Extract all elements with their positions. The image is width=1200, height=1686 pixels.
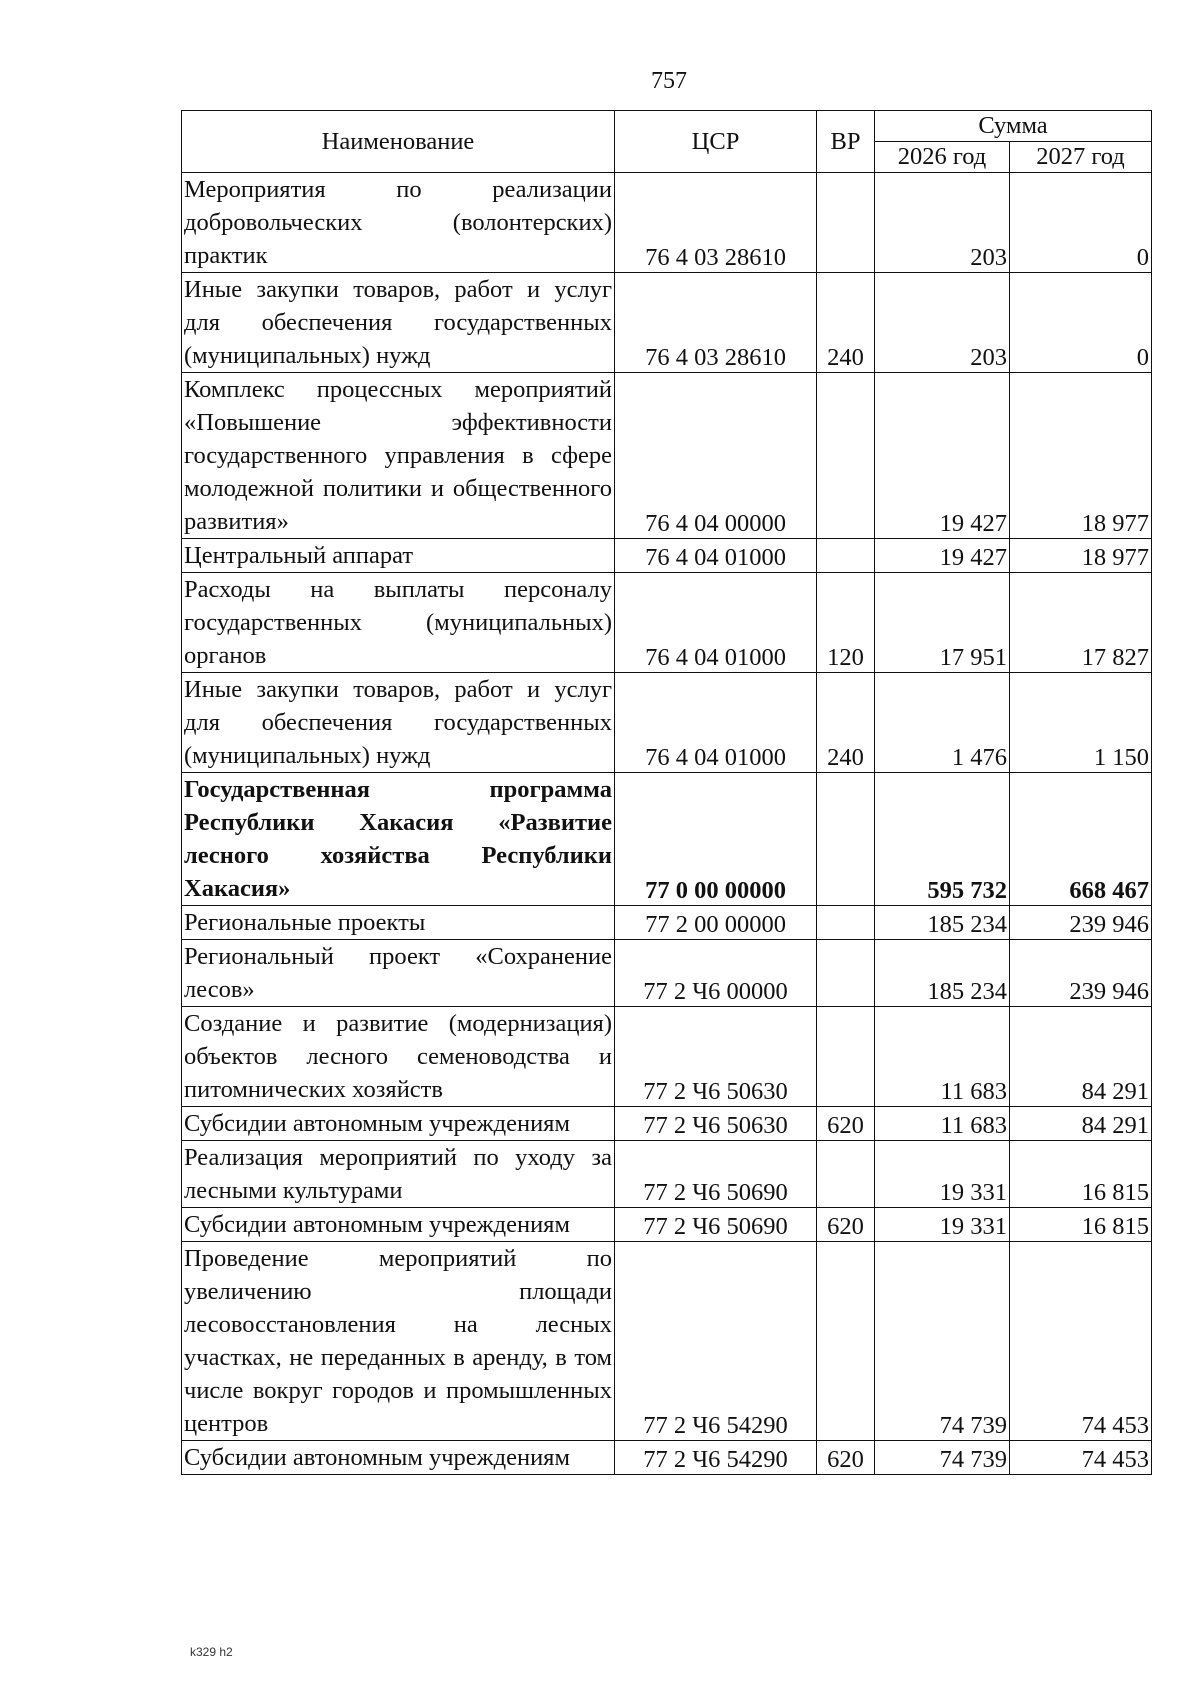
table-row <box>182 373 1152 539</box>
table-header <box>182 111 1152 173</box>
row-sum-2027: 17 827 <box>1010 573 1152 673</box>
row-name: Мероприятия по реализации добровольческих (волонтерских) практик <box>182 173 615 273</box>
row-name: Центральный аппарат <box>182 539 615 573</box>
row-csr: 77 2 Ч6 54290 <box>615 1242 817 1441</box>
row-name: Иные закупки товаров, работ и услуг для обеспечения государственных (муниципальных) нужд <box>182 273 615 373</box>
row-name: Региональный проект «Сохранение лесов» <box>182 940 615 1007</box>
row-vr: 120 <box>817 573 875 673</box>
row-sum-2027: 16 815 <box>1010 1208 1152 1242</box>
row-csr: 77 0 00 00000 <box>615 773 817 906</box>
row-vr <box>817 1141 875 1208</box>
table-row <box>182 673 1152 773</box>
row-sum-2026: 11 683 <box>875 1007 1010 1107</box>
footer-code: k329 h2 <box>190 1645 233 1659</box>
table-row <box>182 1107 1152 1141</box>
row-vr <box>817 1007 875 1107</box>
row-csr: 77 2 00 00000 <box>615 906 817 940</box>
table-row <box>182 940 1152 1007</box>
row-vr: 620 <box>817 1441 875 1475</box>
row-sum-2027: 0 <box>1010 273 1152 373</box>
row-sum-2027: 239 946 <box>1010 940 1152 1007</box>
row-vr <box>817 173 875 273</box>
row-name: Субсидии автономным учреждениям <box>182 1441 615 1475</box>
row-vr <box>817 539 875 573</box>
row-sum-2026: 74 739 <box>875 1441 1010 1475</box>
row-vr <box>817 1242 875 1441</box>
row-vr: 240 <box>817 273 875 373</box>
row-sum-2026: 19 427 <box>875 539 1010 573</box>
row-csr: 77 2 Ч6 50630 <box>615 1107 817 1141</box>
table-row <box>182 773 1152 906</box>
row-name: Региональные проекты <box>182 906 615 940</box>
row-sum-2027: 84 291 <box>1010 1107 1152 1141</box>
row-sum-2026: 595 732 <box>875 773 1010 906</box>
table-row <box>182 906 1152 940</box>
table-row <box>182 1007 1152 1107</box>
row-csr: 76 4 03 28610 <box>615 273 817 373</box>
row-vr <box>817 373 875 539</box>
header-sum: Сумма <box>875 111 1152 142</box>
row-sum-2026: 185 234 <box>875 940 1010 1007</box>
row-sum-2026: 1 476 <box>875 673 1010 773</box>
table-row <box>182 1242 1152 1441</box>
row-vr: 620 <box>817 1107 875 1141</box>
row-name: Субсидии автономным учреждениям <box>182 1107 615 1141</box>
table-row <box>182 1208 1152 1242</box>
table-row <box>182 273 1152 373</box>
table-row <box>182 1441 1152 1475</box>
row-csr: 76 4 03 28610 <box>615 173 817 273</box>
row-sum-2027: 74 453 <box>1010 1441 1152 1475</box>
row-sum-2027: 1 150 <box>1010 673 1152 773</box>
row-vr: 620 <box>817 1208 875 1242</box>
row-csr: 77 2 Ч6 50690 <box>615 1208 817 1242</box>
header-name: Наименование <box>182 111 615 173</box>
table-body <box>182 173 1152 1475</box>
row-sum-2027: 0 <box>1010 173 1152 273</box>
header-year-2026: 2026 год <box>875 142 1010 173</box>
row-csr: 76 4 04 01000 <box>615 539 817 573</box>
row-csr: 77 2 Ч6 50630 <box>615 1007 817 1107</box>
row-name: Субсидии автономным учреждениям <box>182 1208 615 1242</box>
table-row <box>182 573 1152 673</box>
row-vr <box>817 940 875 1007</box>
row-csr: 76 4 04 00000 <box>615 373 817 539</box>
row-name: Расходы на выплаты персоналу государственных (муниципальных) органов <box>182 573 615 673</box>
row-sum-2026: 74 739 <box>875 1242 1010 1441</box>
row-sum-2027: 18 977 <box>1010 373 1152 539</box>
row-name: Государственная программа Республики Хакасия «Развитие лесного хозяйства Республики Хакасия» <box>182 773 615 906</box>
row-sum-2026: 11 683 <box>875 1107 1010 1141</box>
header-csr: ЦСР <box>615 111 817 173</box>
row-sum-2027: 74 453 <box>1010 1242 1152 1441</box>
row-sum-2027: 18 977 <box>1010 539 1152 573</box>
row-vr <box>817 906 875 940</box>
row-csr: 77 2 Ч6 00000 <box>615 940 817 1007</box>
table-row <box>182 1141 1152 1208</box>
row-sum-2027: 16 815 <box>1010 1141 1152 1208</box>
row-sum-2027: 668 467 <box>1010 773 1152 906</box>
page-number: 757 <box>651 68 687 94</box>
row-sum-2026: 19 331 <box>875 1208 1010 1242</box>
budget-table <box>181 110 1152 1475</box>
row-sum-2026: 19 427 <box>875 373 1010 539</box>
row-csr: 77 2 Ч6 50690 <box>615 1141 817 1208</box>
header-vr: ВР <box>817 111 875 173</box>
row-name: Реализация мероприятий по уходу за лесными культурами <box>182 1141 615 1208</box>
row-vr <box>817 773 875 906</box>
table-row <box>182 173 1152 273</box>
row-name: Комплекс процессных мероприятий «Повышение эффективности государственного управления в сфере молодежной политики и общественного развития» <box>182 373 615 539</box>
row-csr: 77 2 Ч6 54290 <box>615 1441 817 1475</box>
row-sum-2026: 203 <box>875 273 1010 373</box>
row-name: Создание и развитие (модернизация) объектов лесного семеноводства и питомнических хозяйств <box>182 1007 615 1107</box>
row-csr: 76 4 04 01000 <box>615 673 817 773</box>
row-sum-2026: 19 331 <box>875 1141 1010 1208</box>
row-name: Иные закупки товаров, работ и услуг для обеспечения государственных (муниципальных) нужд <box>182 673 615 773</box>
row-sum-2026: 185 234 <box>875 906 1010 940</box>
table-row <box>182 539 1152 573</box>
header-year-2027: 2027 год <box>1010 142 1152 173</box>
row-sum-2027: 239 946 <box>1010 906 1152 940</box>
row-name: Проведение мероприятий по увеличению площади лесовосстановления на лесных участках, не переданных в аренду, в том числе вокруг городов и промышленных центров <box>182 1242 615 1441</box>
row-sum-2026: 203 <box>875 173 1010 273</box>
row-sum-2026: 17 951 <box>875 573 1010 673</box>
row-csr: 76 4 04 01000 <box>615 573 817 673</box>
row-vr: 240 <box>817 673 875 773</box>
row-sum-2027: 84 291 <box>1010 1007 1152 1107</box>
